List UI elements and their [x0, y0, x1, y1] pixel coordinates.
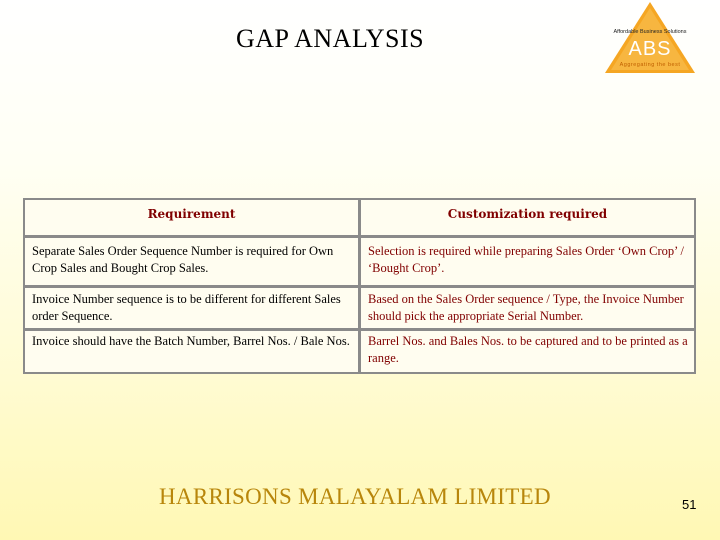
table-row-1-customization: Selection is required while preparing Sales Order ‘Own Crop’ / ‘Bought Crop’.	[361, 238, 694, 285]
gap-analysis-table	[23, 198, 696, 374]
table-row-3-requirement: Invoice should have the Batch Number, Barrel Nos. / Bale Nos.	[25, 331, 358, 372]
table-row-2-requirement: Invoice Number sequence is to be different for different Sales order Sequence.	[25, 288, 358, 328]
logo-tagline-bottom: Aggregating the best	[619, 62, 681, 68]
header-requirement: Requirement	[25, 200, 358, 235]
slide-title: GAP ANALYSIS	[236, 24, 425, 53]
company-footer: HARRISONS MALAYALAM LIMITED	[159, 484, 551, 509]
table-row-3-customization: Barrel Nos. and Bales Nos. to be captured and to be printed as a range.	[361, 331, 694, 372]
table-row-2-customization: Based on the Sales Order sequence / Type, the Invoice Number should pick the appropriate Serial Number.	[361, 288, 694, 328]
logo-tagline-top: Affordable Business Solutions	[613, 29, 687, 35]
logo-name: ABS	[628, 38, 672, 60]
header-customization: Customization required	[361, 200, 694, 235]
page-number: 51	[682, 497, 697, 512]
table-row-1-requirement: Separate Sales Order Sequence Number is required for Own Crop Sales and Bought Crop Sales.	[25, 238, 358, 285]
abs-logo	[604, 2, 696, 74]
